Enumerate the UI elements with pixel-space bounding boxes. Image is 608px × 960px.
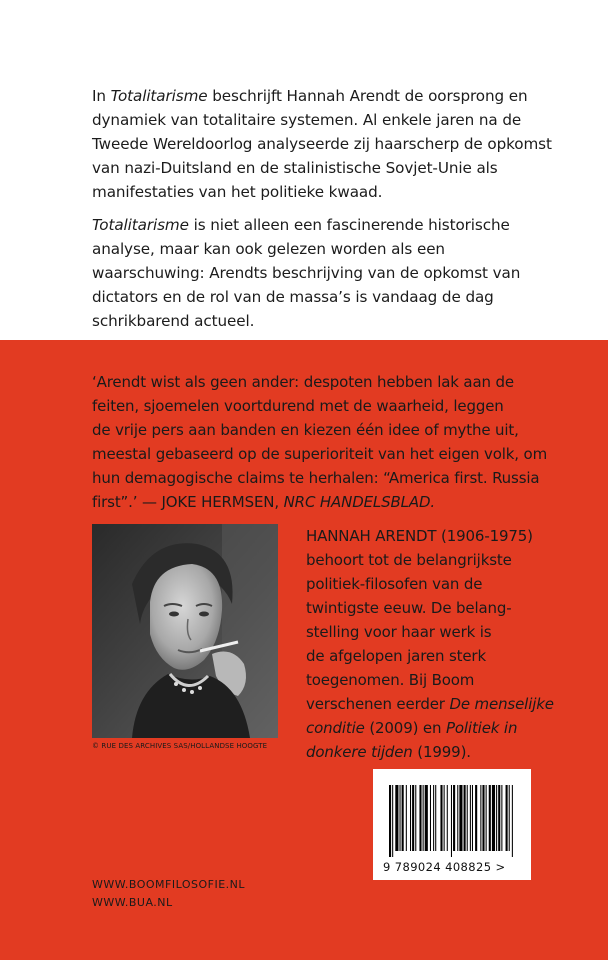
barcode-bar: [435, 785, 436, 851]
barcode-bar: [501, 785, 502, 851]
text-line: verschenen eerder De menselijke: [306, 695, 554, 713]
text-line: donkere tijden (1999).: [306, 743, 471, 761]
italic-title: Politiek in: [445, 719, 518, 737]
barcode-bar: [498, 785, 500, 851]
text-line: Totalitarisme is niet alleen een fascinerende historische: [92, 216, 510, 234]
text-line: meestal gebaseerd op de superioriteit van het eigen volk, om: [92, 445, 548, 463]
barcode-bar: [492, 785, 495, 851]
barcode-bar: [444, 785, 445, 851]
barcode-bar: [433, 785, 434, 851]
text-line: politiek-filosofen van de: [306, 575, 483, 593]
barcode-bar: [392, 785, 393, 857]
italic-title: De menselijke: [449, 695, 554, 713]
barcode-bar: [415, 785, 416, 851]
text-line: toegenomen. Bij Boom: [306, 671, 475, 689]
barcode-bar: [509, 785, 510, 851]
text-line: waarschuwing: Arendts beschrijving van de opkomst van: [92, 264, 521, 282]
text-line: first”.’ — JOKE HERMSEN, NRC HANDELSBLAD.: [92, 493, 435, 511]
text-line: analyse, maar kan ook gelezen worden als een: [92, 240, 445, 258]
barcode-bar: [475, 785, 477, 851]
text-line: Tweede Wereldoorlog analyseerde zij haarscherp de opkomst: [92, 135, 552, 153]
barcode-bar: [440, 785, 442, 851]
description-paragraph-1: [92, 84, 552, 204]
barcode-panel: [373, 769, 531, 880]
text-line: conditie (2009) en Politiek in: [306, 719, 518, 737]
text-line: stelling voor haar werk is: [306, 623, 492, 641]
barcode-bar: [496, 785, 497, 851]
text-line: dynamiek van totalitaire systemen. Al enkele jaren na de: [92, 111, 522, 129]
text-line: schrikbarend actueel.: [92, 312, 255, 330]
barcode-bar: [512, 785, 513, 857]
text-line: manifestaties van het politieke kwaad.: [92, 183, 383, 201]
barcode-bar: [447, 785, 448, 851]
barcode-bar: [470, 785, 471, 851]
barcode-bar: [430, 785, 431, 851]
barcode-bar: [451, 785, 452, 857]
press-quote: [92, 370, 548, 514]
text-line: ‘Arendt wist als geen ander: despoten hebben lak aan de: [92, 373, 514, 391]
text-line: hun demagogische claims te herhalen: “America first. Russia: [92, 469, 540, 487]
barcode-bar: [425, 785, 428, 851]
text-line: In Totalitarisme beschrijft Hannah Arendt de oorsprong en: [92, 87, 528, 105]
barcode-bar: [506, 785, 508, 851]
description-paragraph-2: [92, 213, 532, 333]
author-portrait-photo: [92, 524, 278, 738]
url-bua[interactable]: WWW.BUA.NL: [92, 896, 173, 909]
barcode-bar: [482, 785, 484, 851]
photo-credit: © RUE DES ARCHIVES SAS/HOLLANDSE HOOGTE: [92, 742, 268, 750]
barcode-bar: [423, 785, 424, 851]
barcode-bar: [472, 785, 473, 851]
text-line: de vrije pers aan banden en kiezen één idee of mythe uit,: [92, 421, 519, 439]
barcode-bar: [486, 785, 487, 851]
barcode-bar: [480, 785, 481, 851]
text-line: twintigste eeuw. De belang-: [306, 599, 512, 617]
barcode-bar: [467, 785, 468, 851]
barcode-bar: [464, 785, 466, 851]
barcode-bar: [453, 785, 455, 851]
url-boomfilosofie[interactable]: WWW.BOOMFILOSOFIE.NL: [92, 878, 246, 891]
barcode-bar: [406, 785, 407, 851]
author-bio: [306, 524, 554, 764]
barcode-bar: [402, 785, 404, 851]
isbn-number: 9 789024 408825 >: [383, 860, 506, 874]
author-portrait-image: [92, 524, 278, 738]
barcode-bar: [489, 785, 491, 851]
barcode-bar: [389, 785, 391, 857]
barcode-bar: [457, 785, 458, 851]
italic-title: NRC HANDELSBLAD.: [283, 493, 435, 511]
isbn-barcode: [387, 785, 517, 857]
barcode-bar: [459, 785, 462, 851]
italic-title: donkere tijden: [306, 743, 413, 761]
italic-title: Totalitarisme: [92, 216, 189, 234]
barcode-bar: [419, 785, 421, 851]
italic-title: Totalitarisme: [110, 87, 208, 105]
barcode-bar: [400, 785, 401, 851]
text-line: van nazi-Duitsland en de stalinistische Sovjet-Unie als: [92, 159, 498, 177]
barcode-bar: [395, 785, 398, 851]
barcode-bar: [410, 785, 411, 851]
text-line: dictators en de rol van de massa’s is vandaag de dag: [92, 288, 494, 306]
text-line: feiten, sjoemelen voortdurend met de waarheid, leggen: [92, 397, 504, 415]
website-links: [92, 876, 245, 912]
text-line: de afgelopen jaren sterk: [306, 647, 486, 665]
italic-title: conditie: [306, 719, 365, 737]
text-line: behoort tot de belangrijkste: [306, 551, 512, 569]
text-line: HANNAH ARENDT (1906-1975): [306, 527, 533, 545]
barcode-bar: [412, 785, 414, 851]
